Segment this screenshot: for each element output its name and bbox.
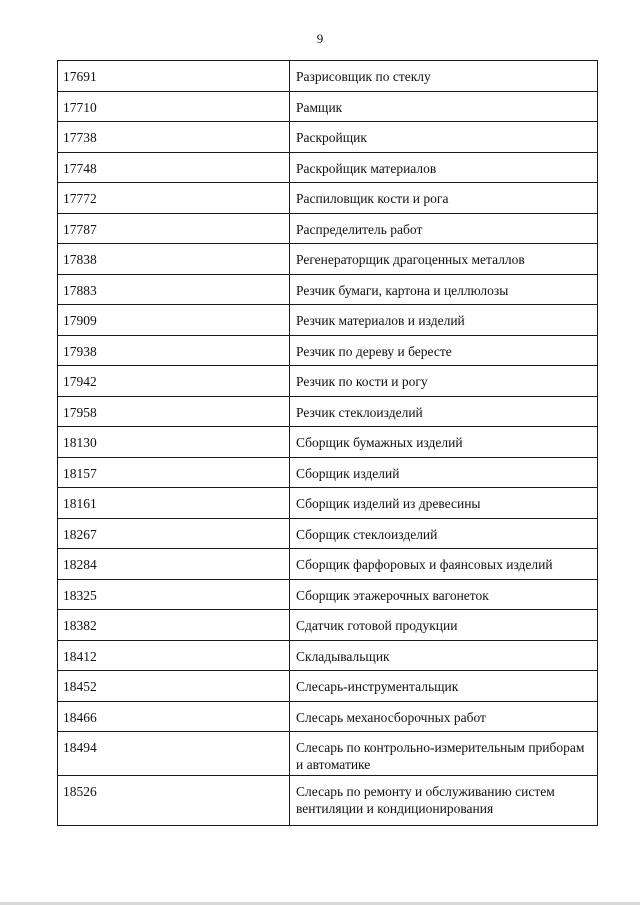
occupation-name: Сборщик изделий из древесины <box>290 488 598 519</box>
occupation-code: 18284 <box>58 549 290 580</box>
occupations-table <box>57 60 598 826</box>
occupation-code: 18382 <box>58 610 290 641</box>
occupation-name: Резчик по кости и рогу <box>290 366 598 397</box>
table-row <box>58 335 598 366</box>
occupation-name: Сборщик изделий <box>290 457 598 488</box>
table-row <box>58 427 598 458</box>
occupation-code: 17691 <box>58 61 290 92</box>
occupation-name: Регенераторщик драгоценных металлов <box>290 244 598 275</box>
occupation-name: Слесарь по ремонту и обслуживанию систем вентиляции и кондиционирования <box>290 776 598 826</box>
table-row <box>58 152 598 183</box>
occupation-name: Сборщик бумажных изделий <box>290 427 598 458</box>
table-row <box>58 732 598 776</box>
occupation-code: 17738 <box>58 122 290 153</box>
occupation-code: 18494 <box>58 732 290 776</box>
occupation-code: 18412 <box>58 640 290 671</box>
occupation-name: Складывальщик <box>290 640 598 671</box>
table-row <box>58 213 598 244</box>
occupation-name: Сдатчик готовой продукции <box>290 610 598 641</box>
table-row <box>58 701 598 732</box>
occupation-name: Слесарь по контрольно-измерительным приборам и автоматике <box>290 732 598 776</box>
occupation-code: 17748 <box>58 152 290 183</box>
occupation-code: 17909 <box>58 305 290 336</box>
occupation-name: Резчик по дереву и бересте <box>290 335 598 366</box>
occupation-name: Слесарь механосборочных работ <box>290 701 598 732</box>
page-number: 9 <box>316 31 324 46</box>
occupation-name: Распределитель работ <box>290 213 598 244</box>
occupation-code: 17710 <box>58 91 290 122</box>
occupation-code: 18452 <box>58 671 290 702</box>
table-row <box>58 91 598 122</box>
table-row <box>58 274 598 305</box>
occupation-code: 17838 <box>58 244 290 275</box>
occupation-code: 18466 <box>58 701 290 732</box>
occupation-code: 18130 <box>58 427 290 458</box>
occupation-code: 17772 <box>58 183 290 214</box>
occupation-code: 18161 <box>58 488 290 519</box>
table-row <box>58 640 598 671</box>
table-row <box>58 183 598 214</box>
occupation-code: 17787 <box>58 213 290 244</box>
occupation-code: 17938 <box>58 335 290 366</box>
occupation-code: 18157 <box>58 457 290 488</box>
occupation-name: Сборщик фарфоровых и фаянсовых изделий <box>290 549 598 580</box>
table-row <box>58 610 598 641</box>
occupation-name: Слесарь-инструментальщик <box>290 671 598 702</box>
table-row <box>58 244 598 275</box>
occupation-name: Резчик материалов и изделий <box>290 305 598 336</box>
occupation-code: 17942 <box>58 366 290 397</box>
table-row <box>58 776 598 826</box>
occupation-name: Сборщик этажерочных вагонеток <box>290 579 598 610</box>
table-row <box>58 122 598 153</box>
table-row <box>58 549 598 580</box>
occupation-name: Рамщик <box>290 91 598 122</box>
table-row <box>58 366 598 397</box>
table-row <box>58 671 598 702</box>
table-row <box>58 488 598 519</box>
occupation-code: 17958 <box>58 396 290 427</box>
occupation-name: Резчик стеклоизделий <box>290 396 598 427</box>
occupation-name: Сборщик стеклоизделий <box>290 518 598 549</box>
table-row <box>58 61 598 92</box>
occupation-code: 17883 <box>58 274 290 305</box>
occupation-name: Раскройщик материалов <box>290 152 598 183</box>
table-row <box>58 457 598 488</box>
table-row <box>58 579 598 610</box>
table-row <box>58 396 598 427</box>
occupation-name: Распиловщик кости и рога <box>290 183 598 214</box>
occupation-name: Разрисовщик по стеклу <box>290 61 598 92</box>
table-row <box>58 518 598 549</box>
occupation-code: 18267 <box>58 518 290 549</box>
table-row <box>58 305 598 336</box>
occupation-name: Раскройщик <box>290 122 598 153</box>
occupation-code: 18526 <box>58 776 290 826</box>
occupation-code: 18325 <box>58 579 290 610</box>
occupation-name: Резчик бумаги, картона и целлюлозы <box>290 274 598 305</box>
